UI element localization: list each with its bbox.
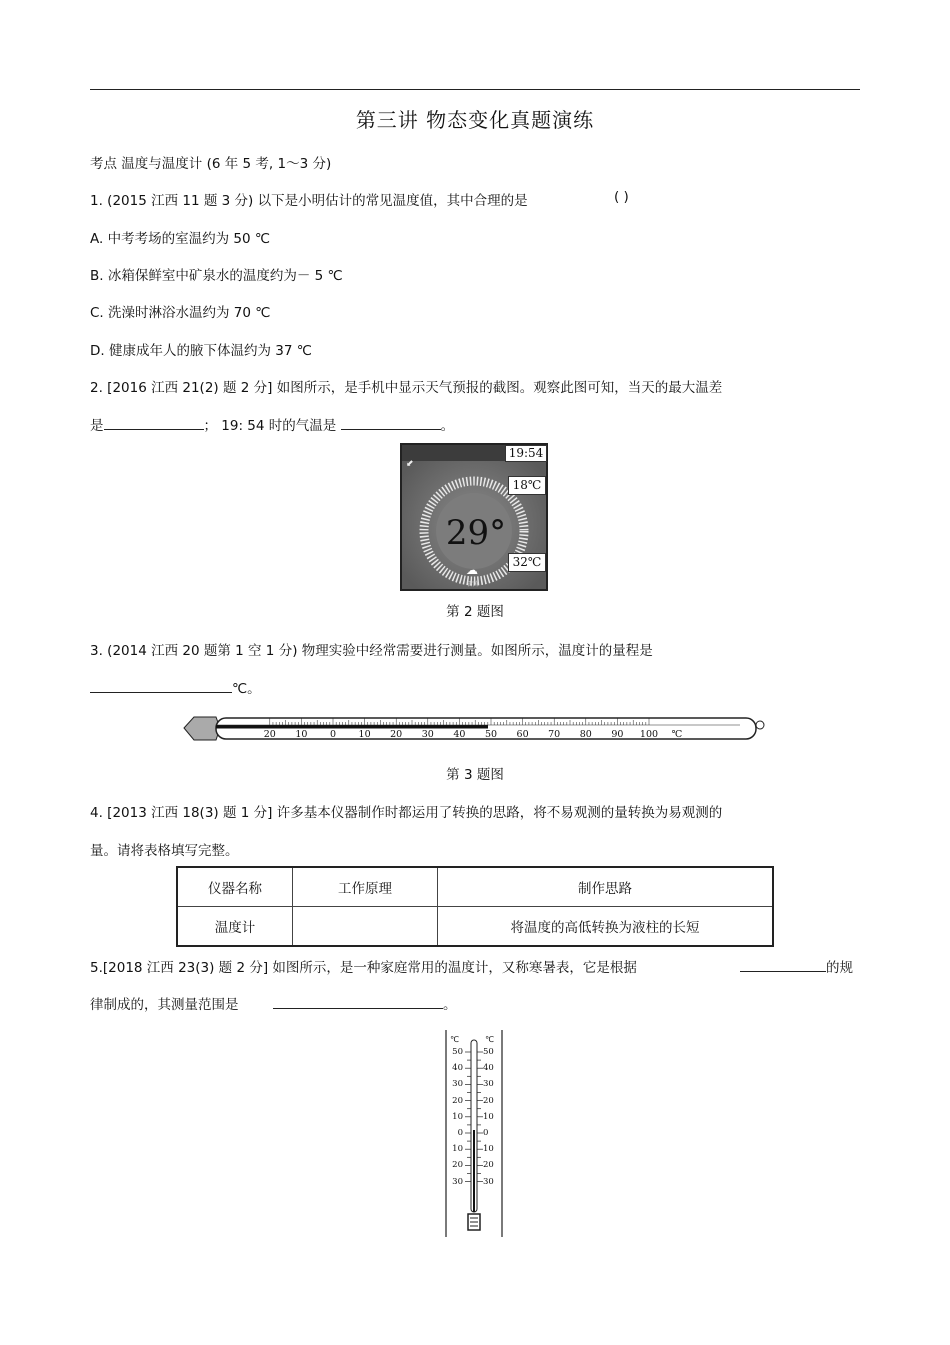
scale-label: 10 xyxy=(452,1111,463,1122)
high-temp-label: 32℃ xyxy=(508,553,546,572)
scale-label: 20 xyxy=(483,1095,494,1106)
scale-label: 80 xyxy=(579,729,592,740)
header-rule xyxy=(90,89,860,90)
scale-label: 0 xyxy=(329,729,337,740)
scale-label: 40 xyxy=(453,729,466,740)
weather-phone-figure xyxy=(400,443,548,591)
table-header-cell: 工作原理 xyxy=(293,867,438,907)
q1-option-b: B. 冰箱保鲜室中矿泉水的温度约为－ 5 ℃ xyxy=(90,268,343,284)
scale-label: 0 xyxy=(457,1128,463,1138)
q3-unit: ℃。 xyxy=(232,681,261,697)
q3-caption: 第 3 题图 xyxy=(446,767,504,783)
table-header-row xyxy=(177,867,773,907)
low-temp-label: 18℃ xyxy=(508,476,546,495)
scale-label: 20 xyxy=(452,1160,463,1171)
scale-label: 10 xyxy=(483,1111,494,1122)
phone-time: 19:54 xyxy=(505,445,547,462)
celsius-unit-right: ℃ xyxy=(485,1035,494,1044)
lab-thermometer-figure xyxy=(180,712,770,746)
q2-blank-1[interactable] xyxy=(104,415,204,430)
weather-label: 雷阵 xyxy=(467,581,480,588)
q2-text-c: 。 xyxy=(440,418,455,434)
section-heading: 考点 温度与温度计 (6 年 5 考, 1～3 分) xyxy=(90,156,332,172)
q2-text-b: ； 19: 54 时的气温是 xyxy=(203,418,337,434)
current-temp: 29° xyxy=(445,513,507,553)
table-cell: 温度计 xyxy=(177,907,293,947)
scale-label: 30 xyxy=(452,1079,463,1090)
rain-cloud-icon: ☁ xyxy=(466,563,478,577)
q2-line1: 2. [2016 江西 21(2) 题 2 分] 如图所示，是手机中显示天气预报的截图。观察此图可知，当天的最大温差 xyxy=(90,380,723,396)
scale-label: 40 xyxy=(452,1063,463,1074)
scale-label: 20 xyxy=(452,1095,463,1106)
q5-line2 xyxy=(90,993,239,1013)
scale-label: 10 xyxy=(295,729,308,740)
q5-text-d: 。 xyxy=(443,997,457,1013)
scale-label: 30 xyxy=(483,1079,494,1090)
scale-label: 20 xyxy=(263,729,276,740)
q1-stem-text: 1. (2015 江西 11 题 3 分) 以下是小明估计的常见温度值，其中合理的是 xyxy=(90,193,528,209)
scale-label: 20 xyxy=(390,729,403,740)
scale-label: 40 xyxy=(483,1063,494,1074)
q2-text-a: 是 xyxy=(90,418,104,434)
scale-label: 20 xyxy=(483,1160,494,1171)
scale-label: 50 xyxy=(483,1047,494,1057)
table-cell: 将温度的高低转换为液柱的长短 xyxy=(438,907,774,947)
q3-line2 xyxy=(90,677,261,697)
table-cell-blank[interactable] xyxy=(293,907,438,947)
scale-label: 10 xyxy=(452,1144,463,1155)
scale-label: 30 xyxy=(483,1176,494,1187)
scale-label: 30 xyxy=(452,1176,463,1187)
q3-blank[interactable] xyxy=(90,678,232,693)
celsius-unit-left: ℃ xyxy=(450,1035,459,1044)
q1-answer-paren: ( ) xyxy=(614,189,629,205)
q1-option-a: A. 中考考场的室温约为 50 ℃ xyxy=(90,231,271,247)
q2-blank-2[interactable] xyxy=(341,415,441,430)
q1-option-d: D. 健康成年人的腋下体温约为 37 ℃ xyxy=(90,343,312,359)
table-header-cell: 仪器名称 xyxy=(177,867,293,907)
q4-line1: 4. [2013 江西 18(3) 题 1 分] 许多基本仪器制作时都运用了转换的思路，将不易观测的量转换为易观测的 xyxy=(90,805,723,821)
q5-blank-1[interactable] xyxy=(740,957,826,972)
scale-label: 60 xyxy=(516,729,529,740)
q5-text-b: 的规 xyxy=(826,960,853,976)
q5-text-a: 5.[2018 江西 23(3) 题 2 分] 如图所示，是一种家庭常用的温度计，又称寒暑表，它是根据 xyxy=(90,960,637,976)
table-header-cell: 制作思路 xyxy=(438,867,774,907)
scale-label: 90 xyxy=(611,729,624,740)
scale-label: 70 xyxy=(548,729,561,740)
scale-label: 10 xyxy=(358,729,371,740)
scale-label: 30 xyxy=(421,729,434,740)
q5-line1 xyxy=(90,956,637,976)
q3-line1: 3. (2014 江西 20 题第 1 空 1 分) 物理实验中经常需要进行测量。如图所示，温度计的量程是 xyxy=(90,643,653,659)
back-icon[interactable]: ⬋ xyxy=(406,459,414,469)
q2-caption: 第 2 题图 xyxy=(446,604,504,620)
scale-label: 100 xyxy=(639,729,659,740)
page-title: 第三讲 物态变化真题演练 xyxy=(355,108,595,132)
q5-line2-tail xyxy=(273,993,457,1013)
q1-option-c: C. 洗澡时淋浴水温约为 70 ℃ xyxy=(90,305,271,321)
q1-stem xyxy=(90,189,528,209)
scale-label: 10 xyxy=(483,1144,494,1155)
table-row xyxy=(177,907,773,947)
q5-blank-2[interactable] xyxy=(273,994,443,1009)
household-thermometer-figure xyxy=(445,1030,503,1237)
instrument-table xyxy=(176,866,774,947)
q5-text-c: 律制成的，其测量范围是 xyxy=(90,997,239,1013)
scale-label: 50 xyxy=(484,729,498,740)
q2-line2 xyxy=(90,414,454,434)
q4-line2: 量。请将表格填写完整。 xyxy=(90,843,239,859)
scale-label: 50 xyxy=(452,1047,463,1057)
q5-line1-tail xyxy=(740,956,853,976)
scale-label: ℃ xyxy=(671,729,683,740)
scale-label: 0 xyxy=(483,1128,489,1138)
